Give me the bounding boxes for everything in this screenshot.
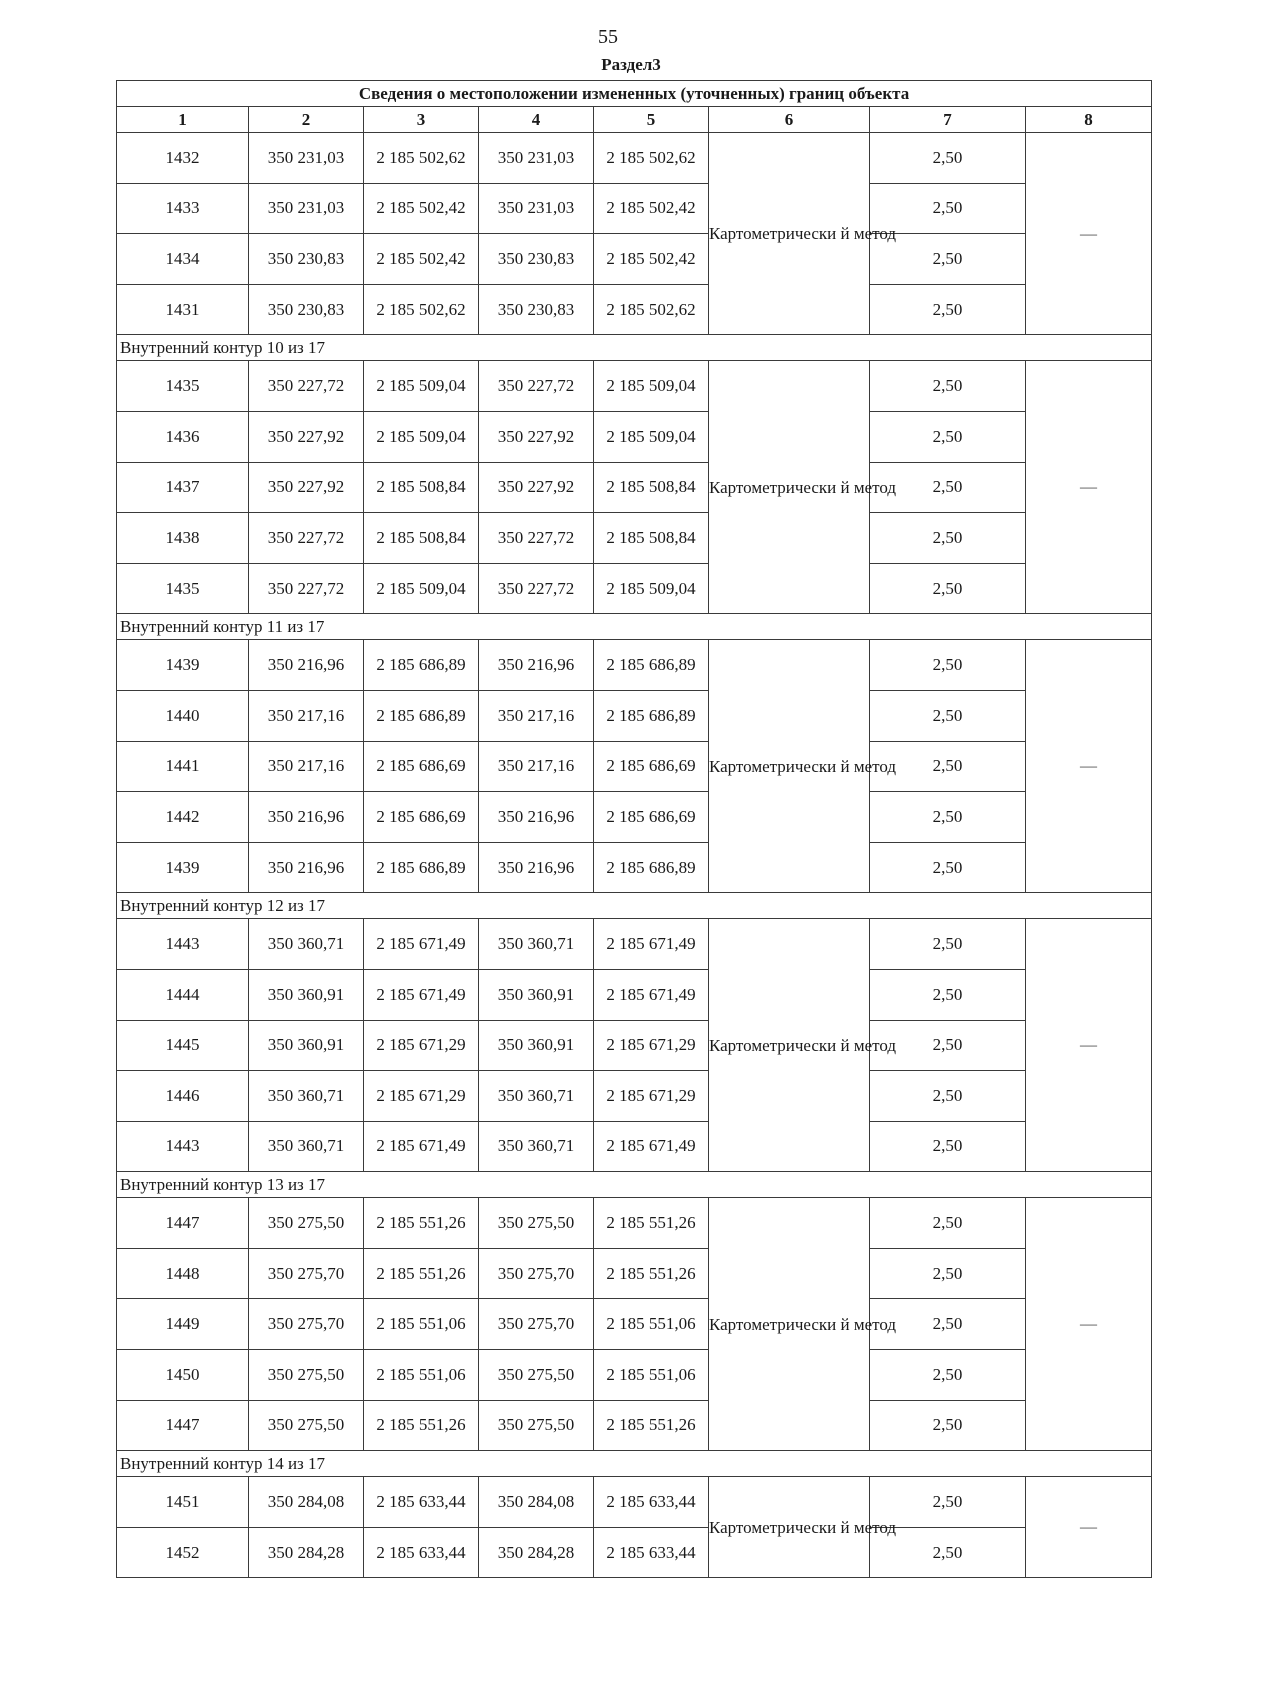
- y-new-cell: 2 185 686,89: [594, 640, 709, 691]
- point-number-cell: 1434: [117, 234, 249, 285]
- point-number-cell: 1435: [117, 563, 249, 614]
- table-row: [117, 1350, 1152, 1401]
- method-cell: Картометрически й метод: [709, 133, 870, 335]
- point-number-cell: 1447: [117, 1400, 249, 1451]
- point-number-cell: 1439: [117, 640, 249, 691]
- x-new-cell: 350 216,96: [479, 792, 594, 843]
- y-old-cell: 2 185 551,06: [364, 1350, 479, 1401]
- column-header-row: [117, 107, 1152, 133]
- x-old-cell: 350 275,70: [249, 1299, 364, 1350]
- point-number-cell: 1452: [117, 1527, 249, 1578]
- y-old-cell: 2 185 633,44: [364, 1527, 479, 1578]
- x-old-cell: 350 227,92: [249, 462, 364, 513]
- point-number-cell: 1451: [117, 1477, 249, 1528]
- y-new-cell: 2 185 551,26: [594, 1400, 709, 1451]
- method-cell: Картометрически й метод: [709, 640, 870, 893]
- precision-cell: 2,50: [870, 1350, 1026, 1401]
- y-new-cell: 2 185 551,26: [594, 1198, 709, 1249]
- table-row: [117, 1400, 1152, 1451]
- x-new-cell: 350 284,28: [479, 1527, 594, 1578]
- y-old-cell: 2 185 551,26: [364, 1198, 479, 1249]
- y-new-cell: 2 185 509,04: [594, 361, 709, 412]
- point-number-cell: 1450: [117, 1350, 249, 1401]
- table-row: [117, 411, 1152, 462]
- y-old-cell: 2 185 686,69: [364, 741, 479, 792]
- contour-label-row: [117, 893, 1152, 919]
- y-new-cell: 2 185 551,26: [594, 1248, 709, 1299]
- y-old-cell: 2 185 633,44: [364, 1477, 479, 1528]
- y-old-cell: 2 185 508,84: [364, 513, 479, 564]
- x-new-cell: 350 275,70: [479, 1248, 594, 1299]
- x-new-cell: 350 360,91: [479, 969, 594, 1020]
- x-new-cell: 350 360,91: [479, 1020, 594, 1071]
- table-row: [117, 969, 1152, 1020]
- y-new-cell: 2 185 671,29: [594, 1071, 709, 1122]
- y-new-cell: 2 185 502,62: [594, 284, 709, 335]
- method-cell: Картометрически й метод: [709, 1477, 870, 1578]
- precision-cell: 2,50: [870, 1527, 1026, 1578]
- precision-cell: 2,50: [870, 361, 1026, 412]
- precision-cell: 2,50: [870, 234, 1026, 285]
- x-new-cell: 350 227,92: [479, 411, 594, 462]
- precision-cell: 2,50: [870, 1299, 1026, 1350]
- precision-cell: 2,50: [870, 969, 1026, 1020]
- x-old-cell: 350 284,28: [249, 1527, 364, 1578]
- y-old-cell: 2 185 671,49: [364, 919, 479, 970]
- note-dash-cell: —: [1026, 640, 1152, 893]
- x-new-cell: 350 231,03: [479, 133, 594, 184]
- x-old-cell: 350 230,83: [249, 284, 364, 335]
- precision-cell: 2,50: [870, 513, 1026, 564]
- x-new-cell: 350 227,72: [479, 563, 594, 614]
- point-number-cell: 1431: [117, 284, 249, 335]
- precision-cell: 2,50: [870, 563, 1026, 614]
- table-row: [117, 1527, 1152, 1578]
- y-old-cell: 2 185 509,04: [364, 411, 479, 462]
- method-cell: Картометрически й метод: [709, 919, 870, 1172]
- y-old-cell: 2 185 551,06: [364, 1299, 479, 1350]
- table-row: [117, 640, 1152, 691]
- y-new-cell: 2 185 502,62: [594, 133, 709, 184]
- x-old-cell: 350 227,72: [249, 513, 364, 564]
- precision-cell: 2,50: [870, 462, 1026, 513]
- y-new-cell: 2 185 502,42: [594, 183, 709, 234]
- x-old-cell: 350 275,50: [249, 1350, 364, 1401]
- x-old-cell: 350 227,92: [249, 411, 364, 462]
- table-row: [117, 563, 1152, 614]
- table-row: [117, 690, 1152, 741]
- y-new-cell: 2 185 508,84: [594, 462, 709, 513]
- column-header: 2: [249, 107, 364, 133]
- point-number-cell: 1432: [117, 133, 249, 184]
- note-dash-cell: —: [1026, 1198, 1152, 1451]
- point-number-cell: 1445: [117, 1020, 249, 1071]
- x-old-cell: 350 230,83: [249, 234, 364, 285]
- table-row: [117, 183, 1152, 234]
- y-new-cell: 2 185 671,49: [594, 1121, 709, 1172]
- point-number-cell: 1441: [117, 741, 249, 792]
- x-old-cell: 350 227,72: [249, 361, 364, 412]
- point-number-cell: 1447: [117, 1198, 249, 1249]
- y-new-cell: 2 185 502,42: [594, 234, 709, 285]
- x-new-cell: 350 360,71: [479, 1121, 594, 1172]
- column-header: 7: [870, 107, 1026, 133]
- x-old-cell: 350 360,71: [249, 1121, 364, 1172]
- point-number-cell: 1437: [117, 462, 249, 513]
- boundary-coordinates-table: [116, 80, 1152, 1578]
- table-row: [117, 234, 1152, 285]
- x-new-cell: 350 217,16: [479, 741, 594, 792]
- x-old-cell: 350 216,96: [249, 842, 364, 893]
- x-old-cell: 350 275,50: [249, 1198, 364, 1249]
- contour-label-row: [117, 335, 1152, 361]
- y-old-cell: 2 185 502,62: [364, 284, 479, 335]
- x-old-cell: 350 360,71: [249, 1071, 364, 1122]
- y-new-cell: 2 185 633,44: [594, 1527, 709, 1578]
- table-row: [117, 284, 1152, 335]
- table-row: [117, 513, 1152, 564]
- table-caption: Сведения о местоположении измененных (уточненных) границ объекта: [117, 81, 1152, 107]
- x-old-cell: 350 216,96: [249, 792, 364, 843]
- contour-label-row: [117, 1172, 1152, 1198]
- contour-label: Внутренний контур 11 из 17: [117, 614, 1152, 640]
- precision-cell: 2,50: [870, 284, 1026, 335]
- point-number-cell: 1446: [117, 1071, 249, 1122]
- y-new-cell: 2 185 509,04: [594, 563, 709, 614]
- precision-cell: 2,50: [870, 1400, 1026, 1451]
- note-dash-cell: —: [1026, 919, 1152, 1172]
- table-row: [117, 1020, 1152, 1071]
- point-number-cell: 1435: [117, 361, 249, 412]
- precision-cell: 2,50: [870, 1121, 1026, 1172]
- x-new-cell: 350 227,92: [479, 462, 594, 513]
- x-old-cell: 350 216,96: [249, 640, 364, 691]
- x-new-cell: 350 227,72: [479, 361, 594, 412]
- x-old-cell: 350 217,16: [249, 741, 364, 792]
- x-new-cell: 350 360,71: [479, 1071, 594, 1122]
- y-old-cell: 2 185 551,26: [364, 1248, 479, 1299]
- y-new-cell: 2 185 551,06: [594, 1350, 709, 1401]
- table-row: [117, 842, 1152, 893]
- x-old-cell: 350 360,71: [249, 919, 364, 970]
- section-title: Раздел3: [601, 55, 661, 74]
- x-old-cell: 350 275,50: [249, 1400, 364, 1451]
- precision-cell: 2,50: [870, 640, 1026, 691]
- x-old-cell: 350 217,16: [249, 690, 364, 741]
- note-dash-cell: —: [1026, 133, 1152, 335]
- method-cell: Картометрически й метод: [709, 361, 870, 614]
- table-row: [117, 741, 1152, 792]
- point-number-cell: 1436: [117, 411, 249, 462]
- x-old-cell: 350 360,91: [249, 969, 364, 1020]
- contour-label: Внутренний контур 12 из 17: [117, 893, 1152, 919]
- precision-cell: 2,50: [870, 1248, 1026, 1299]
- column-header: 5: [594, 107, 709, 133]
- x-old-cell: 350 360,91: [249, 1020, 364, 1071]
- x-new-cell: 350 216,96: [479, 640, 594, 691]
- note-dash-cell: —: [1026, 1477, 1152, 1578]
- contour-label-row: [117, 614, 1152, 640]
- y-old-cell: 2 185 671,29: [364, 1071, 479, 1122]
- table-row: [117, 1071, 1152, 1122]
- point-number-cell: 1433: [117, 183, 249, 234]
- precision-cell: 2,50: [870, 690, 1026, 741]
- y-new-cell: 2 185 633,44: [594, 1477, 709, 1528]
- x-new-cell: 350 275,50: [479, 1198, 594, 1249]
- precision-cell: 2,50: [870, 183, 1026, 234]
- y-old-cell: 2 185 671,49: [364, 969, 479, 1020]
- contour-label: Внутренний контур 13 из 17: [117, 1172, 1152, 1198]
- table-row: [117, 361, 1152, 412]
- y-old-cell: 2 185 502,42: [364, 183, 479, 234]
- y-old-cell: 2 185 502,42: [364, 234, 479, 285]
- point-number-cell: 1448: [117, 1248, 249, 1299]
- precision-cell: 2,50: [870, 792, 1026, 843]
- precision-cell: 2,50: [870, 1020, 1026, 1071]
- x-new-cell: 350 227,72: [479, 513, 594, 564]
- precision-cell: 2,50: [870, 919, 1026, 970]
- table-row: [117, 1248, 1152, 1299]
- y-old-cell: 2 185 686,89: [364, 640, 479, 691]
- y-old-cell: 2 185 508,84: [364, 462, 479, 513]
- table-row: [117, 1299, 1152, 1350]
- page-number: 55: [598, 26, 618, 48]
- table-row: [117, 792, 1152, 843]
- y-new-cell: 2 185 686,69: [594, 741, 709, 792]
- x-old-cell: 350 231,03: [249, 133, 364, 184]
- x-new-cell: 350 230,83: [479, 234, 594, 285]
- x-new-cell: 350 217,16: [479, 690, 594, 741]
- x-old-cell: 350 231,03: [249, 183, 364, 234]
- y-old-cell: 2 185 551,26: [364, 1400, 479, 1451]
- x-new-cell: 350 360,71: [479, 919, 594, 970]
- x-old-cell: 350 284,08: [249, 1477, 364, 1528]
- point-number-cell: 1443: [117, 919, 249, 970]
- column-header: 4: [479, 107, 594, 133]
- precision-cell: 2,50: [870, 1477, 1026, 1528]
- y-old-cell: 2 185 502,62: [364, 133, 479, 184]
- x-new-cell: 350 275,50: [479, 1350, 594, 1401]
- y-new-cell: 2 185 508,84: [594, 513, 709, 564]
- precision-cell: 2,50: [870, 741, 1026, 792]
- y-old-cell: 2 185 686,89: [364, 690, 479, 741]
- point-number-cell: 1443: [117, 1121, 249, 1172]
- y-old-cell: 2 185 671,29: [364, 1020, 479, 1071]
- table-row: [117, 133, 1152, 184]
- precision-cell: 2,50: [870, 133, 1026, 184]
- column-header: 3: [364, 107, 479, 133]
- y-new-cell: 2 185 686,89: [594, 842, 709, 893]
- table-row: [117, 1477, 1152, 1528]
- y-old-cell: 2 185 509,04: [364, 563, 479, 614]
- x-new-cell: 350 284,08: [479, 1477, 594, 1528]
- column-header: 6: [709, 107, 870, 133]
- note-dash-cell: —: [1026, 361, 1152, 614]
- y-new-cell: 2 185 551,06: [594, 1299, 709, 1350]
- table-row: [117, 1121, 1152, 1172]
- contour-label-row: [117, 1451, 1152, 1477]
- y-old-cell: 2 185 686,89: [364, 842, 479, 893]
- x-new-cell: 350 275,50: [479, 1400, 594, 1451]
- precision-cell: 2,50: [870, 1198, 1026, 1249]
- x-new-cell: 350 275,70: [479, 1299, 594, 1350]
- y-new-cell: 2 185 671,49: [594, 969, 709, 1020]
- point-number-cell: 1444: [117, 969, 249, 1020]
- x-old-cell: 350 275,70: [249, 1248, 364, 1299]
- y-new-cell: 2 185 509,04: [594, 411, 709, 462]
- x-new-cell: 350 230,83: [479, 284, 594, 335]
- point-number-cell: 1439: [117, 842, 249, 893]
- column-header: 1: [117, 107, 249, 133]
- point-number-cell: 1440: [117, 690, 249, 741]
- method-cell: Картометрически й метод: [709, 1198, 870, 1451]
- contour-label: Внутренний контур 10 из 17: [117, 335, 1152, 361]
- x-old-cell: 350 227,72: [249, 563, 364, 614]
- table-row: [117, 919, 1152, 970]
- y-new-cell: 2 185 671,29: [594, 1020, 709, 1071]
- y-old-cell: 2 185 671,49: [364, 1121, 479, 1172]
- contour-label: Внутренний контур 14 из 17: [117, 1451, 1152, 1477]
- x-new-cell: 350 216,96: [479, 842, 594, 893]
- table-row: [117, 462, 1152, 513]
- x-new-cell: 350 231,03: [479, 183, 594, 234]
- column-header: 8: [1026, 107, 1152, 133]
- y-old-cell: 2 185 686,69: [364, 792, 479, 843]
- y-new-cell: 2 185 671,49: [594, 919, 709, 970]
- precision-cell: 2,50: [870, 842, 1026, 893]
- point-number-cell: 1438: [117, 513, 249, 564]
- point-number-cell: 1449: [117, 1299, 249, 1350]
- y-new-cell: 2 185 686,89: [594, 690, 709, 741]
- y-old-cell: 2 185 509,04: [364, 361, 479, 412]
- precision-cell: 2,50: [870, 411, 1026, 462]
- table-row: [117, 1198, 1152, 1249]
- point-number-cell: 1442: [117, 792, 249, 843]
- precision-cell: 2,50: [870, 1071, 1026, 1122]
- y-new-cell: 2 185 686,69: [594, 792, 709, 843]
